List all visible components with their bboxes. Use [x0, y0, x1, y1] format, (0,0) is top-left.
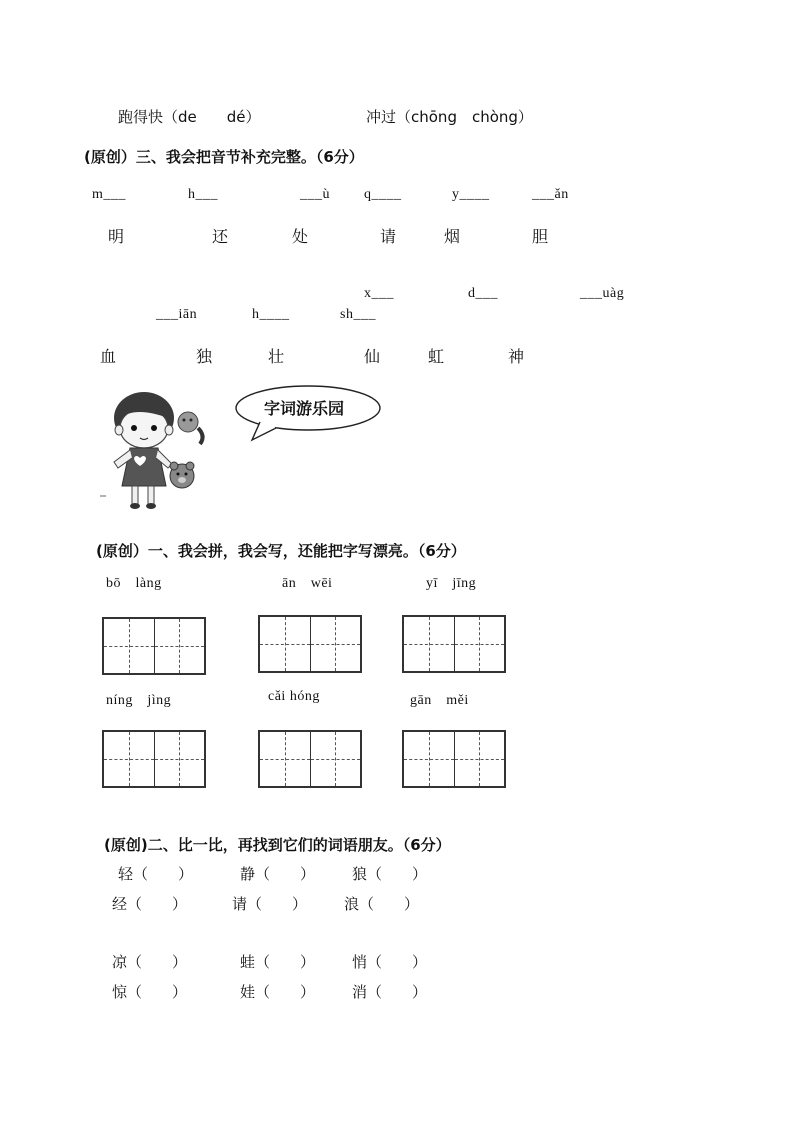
compare-item: 静（ ） [240, 865, 316, 883]
pinyin-prompt: níng jìng [106, 693, 172, 708]
hanzi: 壮 [268, 347, 285, 366]
writing-grid[interactable] [102, 730, 206, 788]
girl-illustration-icon [96, 388, 216, 512]
compare-item: 惊（ ） [112, 983, 188, 1001]
compare-item: 消（ ） [352, 983, 428, 1001]
compare-item: 凉（ ） [112, 953, 188, 971]
writing-grid[interactable] [258, 730, 362, 788]
section3-heading: (原创）三、我会把音节补充完整。（6分） [84, 148, 364, 166]
writing-grid[interactable] [402, 615, 506, 673]
hanzi: 神 [508, 347, 525, 366]
polyphone-item-2: 冲过（chōng chòng） [366, 108, 533, 126]
writing-grid[interactable] [102, 617, 206, 675]
pinyin-blank: ___iān [156, 307, 198, 322]
hanzi: 血 [100, 347, 117, 366]
pinyin-prompt: cǎi hóng [268, 689, 320, 704]
section2-heading: (原创)二、比一比，再找到它们的词语朋友。（6分） [104, 836, 451, 854]
hanzi: 明 [108, 227, 125, 246]
pinyin-blank: y____ [452, 187, 490, 202]
polyphone-item-1: 跑得快（de dé） [118, 108, 261, 126]
pinyin-blank: m___ [92, 187, 126, 202]
hanzi: 烟 [444, 227, 461, 246]
pinyin-blank: ___ù [300, 187, 330, 202]
compare-item: 蛙（ ） [240, 953, 316, 971]
section1-heading: (原创）一、我会拼，我会写，还能把字写漂亮。（6分） [96, 542, 466, 560]
compare-item: 娃（ ） [240, 983, 316, 1001]
compare-item: 狼（ ） [352, 865, 428, 883]
bubble-text: 字词游乐园 [264, 399, 345, 418]
compare-item: 请（ ） [232, 895, 308, 913]
writing-grid[interactable] [258, 615, 362, 673]
pinyin-prompt: yī jīng [426, 576, 477, 591]
hanzi: 处 [292, 227, 309, 246]
hanzi: 虹 [428, 347, 445, 366]
compare-item: 浪（ ） [344, 895, 420, 913]
pinyin-blank: q____ [364, 187, 402, 202]
hanzi: 独 [196, 347, 213, 366]
pinyin-blank: ___ǎn [532, 187, 569, 202]
pinyin-prompt: ān wēi [282, 576, 333, 591]
pinyin-blank: sh___ [340, 307, 376, 322]
pinyin-prompt: gān měi [410, 693, 469, 708]
hanzi: 请 [380, 227, 397, 246]
hanzi: 还 [212, 227, 229, 246]
pinyin-blank: h____ [252, 307, 290, 322]
hanzi: 仙 [364, 347, 381, 366]
hanzi: 胆 [532, 227, 549, 246]
writing-grid[interactable] [402, 730, 506, 788]
compare-item: 轻（ ） [118, 865, 194, 883]
compare-item: 经（ ） [112, 895, 188, 913]
pinyin-blank: h___ [188, 187, 218, 202]
compare-item: 悄（ ） [352, 953, 428, 971]
pinyin-blank: d___ [468, 286, 498, 301]
pinyin-prompt: bō làng [106, 576, 162, 591]
pinyin-blank: x___ [364, 286, 394, 301]
pinyin-blank: ___uàg [580, 286, 625, 301]
